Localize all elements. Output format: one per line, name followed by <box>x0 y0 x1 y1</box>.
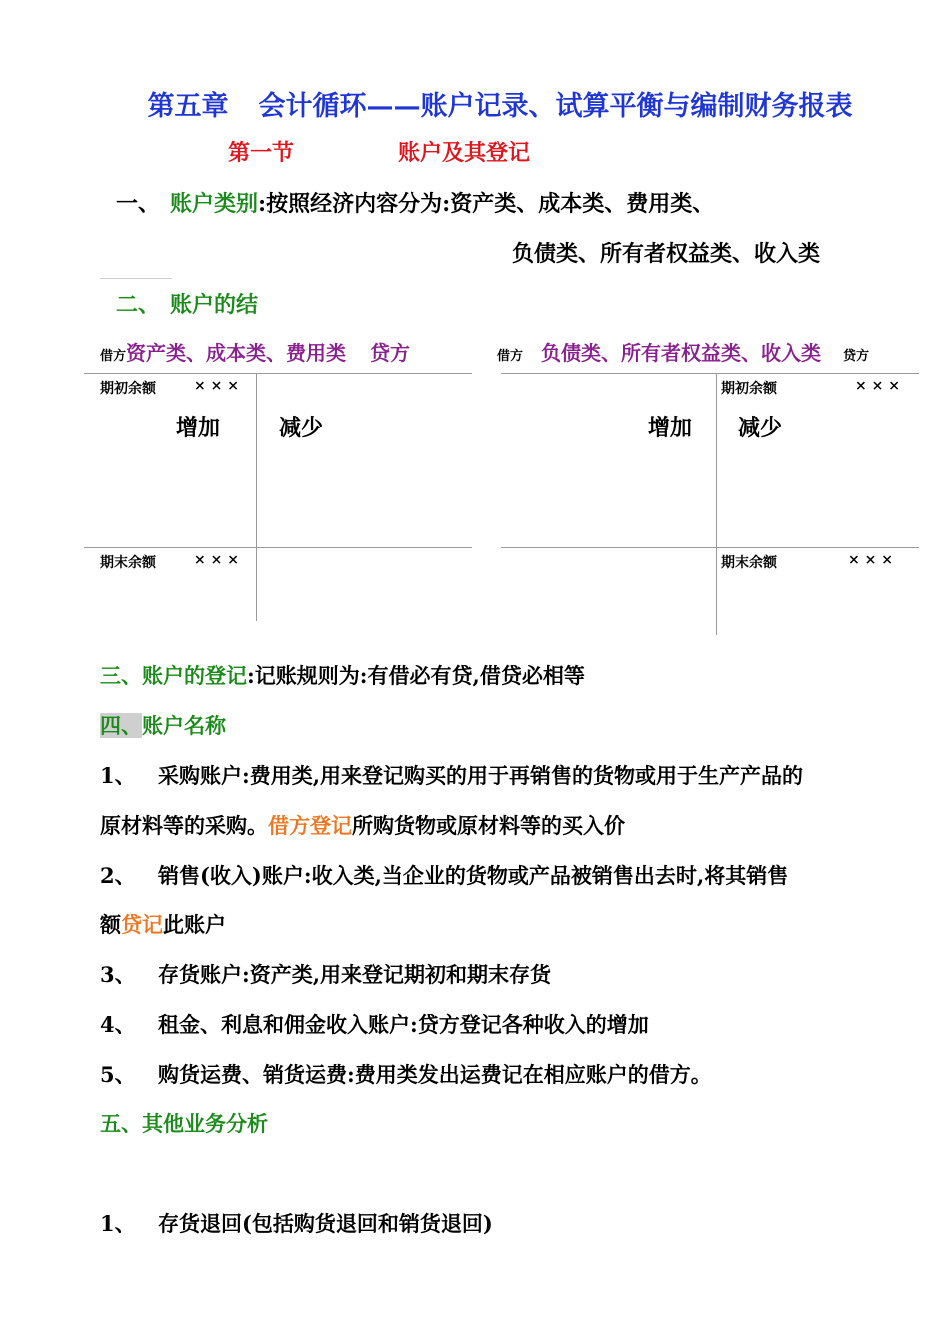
item-1-cont <box>100 810 625 840</box>
account-structure-heading <box>116 288 258 319</box>
right-increase: 增加 <box>648 415 693 441</box>
t-account-left-mid-rule <box>84 547 472 548</box>
item-1-cont-a: 原材料等的采购。 <box>100 813 268 838</box>
sub-item-1 <box>100 1208 493 1238</box>
item-4 <box>100 1009 649 1039</box>
s2-number: 二、 <box>116 292 161 318</box>
t-account-left-center-rule <box>256 373 257 621</box>
t-account-left-top-rule <box>84 373 472 374</box>
item-2-cont-b: 此账户 <box>163 912 226 937</box>
item-5 <box>100 1059 712 1089</box>
divider <box>100 278 172 279</box>
item-2-number: 2、 <box>100 863 136 888</box>
credit-label: 贷方 <box>370 341 411 365</box>
s1-number: 一、 <box>116 191 161 217</box>
right-decrease: 减少 <box>738 415 783 441</box>
credit-label: 贷方 <box>843 349 870 364</box>
chapter-number: 第五章 <box>147 91 229 122</box>
debit-label: 借方 <box>497 349 524 364</box>
item-2 <box>100 860 788 890</box>
t-account-right-top-rule <box>501 373 919 374</box>
right-end-value: × × × <box>848 552 893 568</box>
s3-text: :记账规则为:有借必有贷,借贷必相等 <box>247 663 585 688</box>
account-names-heading <box>100 710 226 740</box>
chapter-name: 会计循环——账户记录、试算平衡与编制财务报表 <box>258 91 853 122</box>
s3-label: 三、账户的登记 <box>100 663 247 688</box>
item-3-number: 3、 <box>100 962 136 987</box>
right-end-balance: 期末余额 <box>721 555 777 571</box>
left-begin-value: × × × <box>194 378 239 394</box>
left-end-value: × × × <box>194 552 239 568</box>
debit-label: 借方 <box>100 349 127 364</box>
item-2-cont <box>100 909 226 939</box>
right-begin-balance: 期初余额 <box>721 381 777 397</box>
item-3-text: 存货账户:资产类,用来登记期初和期末存货 <box>158 962 552 987</box>
left-end-balance: 期末余额 <box>100 555 156 571</box>
sub-item-1-number: 1、 <box>100 1211 136 1236</box>
left-increase: 增加 <box>176 415 221 441</box>
item-2-cont-a: 额 <box>100 912 121 937</box>
t-account-right-mid-rule <box>501 547 919 548</box>
item-3 <box>100 959 551 989</box>
section-heading <box>228 136 530 167</box>
account-category-line2: 负债类、所有者权益类、收入类 <box>512 241 821 267</box>
item-1-text: 采购账户:费用类,用来登记购买的用于再销售的货物或用于生产产品的 <box>158 763 804 788</box>
right-account-types: 负债类、所有者权益类、收入类 <box>541 341 822 365</box>
chapter-title <box>0 84 950 123</box>
section-label: 第一节 <box>228 140 295 166</box>
t-account-right-center-rule <box>716 373 717 635</box>
s1-text: 按照经济内容分为:资产类、成本类、费用类、 <box>266 191 715 217</box>
sub-item-1-text: 存货退回(包括购货退回和销货退回) <box>158 1211 493 1236</box>
right-begin-value: × × × <box>855 378 900 394</box>
other-business-heading: 五、其他业务分析 <box>100 1111 268 1136</box>
left-decrease: 减少 <box>279 415 324 441</box>
item-5-number: 5、 <box>100 1062 136 1087</box>
item-4-text: 租金、利息和佣金收入账户:贷方登记各种收入的增加 <box>158 1012 649 1037</box>
item-5-text: 购货运费、销货运费:费用类发出运费记在相应账户的借方。 <box>158 1062 712 1087</box>
section-name: 账户及其登记 <box>398 140 531 166</box>
item-2-text: 销售(收入)账户:收入类,当企业的货物或产品被销售出去时,将其销售 <box>158 863 789 888</box>
item-4-number: 4、 <box>100 1012 136 1037</box>
t-account-left-header <box>100 337 410 366</box>
left-begin-balance: 期初余额 <box>100 381 156 397</box>
s4-label: 账户名称 <box>142 713 226 738</box>
t-account-right-header <box>497 337 869 366</box>
left-account-types: 资产类、成本类、费用类 <box>126 341 347 365</box>
s4-number: 四、 <box>100 713 142 738</box>
item-2-highlight: 贷记 <box>121 912 163 937</box>
s2-label: 账户的结 <box>170 292 259 318</box>
item-1-cont-b: 所购货物或原材料等的买入价 <box>352 813 625 838</box>
account-category-line <box>116 187 714 218</box>
posting-rule-line <box>100 660 585 690</box>
s1-label: 账户类别 <box>170 191 259 217</box>
item-1-number: 1、 <box>100 763 136 788</box>
s1-colon: : <box>258 191 267 217</box>
item-1 <box>100 760 803 790</box>
item-1-highlight: 借方登记 <box>268 813 352 838</box>
